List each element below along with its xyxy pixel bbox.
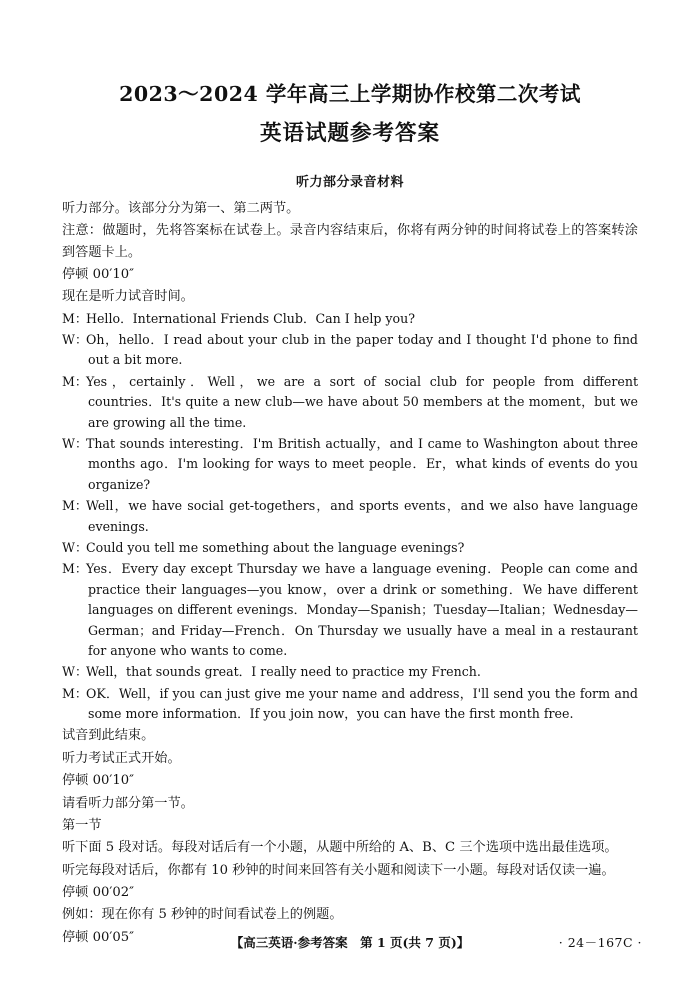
dialogue-text: Yes．Every day except Thursday we have a language evening．People can come and practice their languages—you know，over a drink or something．We have different languages on different evenings．Monday—Spanish；Tuesday—Italian；Wednesday—German；and Friday—French．On Thursday we usually have a meal in a restaurant for anyone who wants to come. <box>86 561 638 658</box>
dialogue-text: Hello．International Friends Club．Can I help you? <box>86 310 415 326</box>
dialogue-line <box>62 538 638 558</box>
pause-marker: 停顿 00′10″ <box>62 266 135 282</box>
closing-line: 听力考试正式开始。 <box>62 750 181 766</box>
closing-line: 试音到此结束。 <box>62 728 155 744</box>
dialogue-text: Well，that sounds great．I really need to practice my French. <box>86 664 481 680</box>
dialogue-line <box>62 434 638 495</box>
footer-paper-code: · 24－167C · <box>558 935 642 950</box>
dialogue-line <box>62 330 638 371</box>
dialogue-speaker: W： <box>62 664 88 680</box>
dialogue-speaker: W： <box>62 539 88 555</box>
intro-line: 听力部分。该部分分为第一、第二两节。 <box>62 200 300 216</box>
dialogue-line <box>62 684 638 725</box>
dialogue-line <box>62 662 638 682</box>
intro-line: 注意：做题时，先将答案标在试卷上。录音内容结束后，你将有两分钟的时间将试卷上的答案转涂到答题卡上。 <box>62 223 638 260</box>
dialogue-line <box>62 559 638 661</box>
dialogue-text: Well，we have social get-togethers，and sports events，and we also have language evenings. <box>86 498 638 534</box>
dialogue-speaker: M： <box>62 498 88 514</box>
section-heading: 听力部分录音材料 <box>295 174 404 190</box>
closing-line: 听下面 5 段对话。每段对话后有一个小题，从题中所给的 A、B、C 三个选项中选出最佳选项。 <box>62 840 618 856</box>
closing-line: 例如：现在你有 5 秒钟的时间看试卷上的例题。 <box>62 907 343 923</box>
page-footer <box>0 933 700 953</box>
dialogue-line <box>62 372 638 433</box>
pause-marker: 停顿 00′02″ <box>62 885 135 901</box>
dialogue-speaker: M： <box>62 561 88 577</box>
dialogue-text: Yes，certainly．Well，we are a sort of social club for people from different countries．It's quite a new club—we have about 50 members at the moment，but we are growing all the time. <box>86 373 638 430</box>
dialogue-speaker: W： <box>62 436 88 451</box>
dialogue-line <box>62 309 638 329</box>
dialogue-speaker: M： <box>62 373 88 389</box>
dialogue-text: Oh，hello．I read about your club in the paper today and I thought I'd phone to find out a bit more. <box>86 332 638 368</box>
dialogue-speaker: W： <box>62 332 88 348</box>
dialogue-text: OK．Well，if you can just give me your name and address，I'll send you the form and some more information．If you join now，you can have the first month free. <box>86 685 638 722</box>
part-label: 第一节 <box>62 817 102 833</box>
dialogue-speaker: M： <box>62 685 88 701</box>
dialogue-speaker: M： <box>62 310 88 326</box>
pause-marker: 停顿 00′10″ <box>62 773 135 789</box>
closing-line: 请看听力部分第一节。 <box>62 795 194 811</box>
page-subtitle: 英语试题参考答案 <box>259 120 440 146</box>
footer-page-number: 【高三英语·参考答案 第 1 页(共 7 页)】 <box>230 935 470 950</box>
closing-line: 听完每段对话后，你都有 10 秒钟的时间来回答有关小题和阅读下一小题。每段对话仅读一遍。 <box>62 862 615 878</box>
dialogue-line <box>62 496 638 537</box>
pause-marker: 停顿 00′05″ <box>62 929 135 945</box>
listening-script <box>62 198 638 948</box>
dialogue-text: Could you tell me something about the language evenings? <box>86 539 465 555</box>
page-title: 2023～2024 学年高三上学期协作校第二次考试 <box>119 82 581 106</box>
dialogue-text: That sounds interesting．I'm British actually，and I came to Washington about three months ago．I'm looking for ways to meet people．Er，what kinds of events do you organize? <box>86 436 638 492</box>
intro-line: 现在是听力试音时间。 <box>62 289 194 305</box>
